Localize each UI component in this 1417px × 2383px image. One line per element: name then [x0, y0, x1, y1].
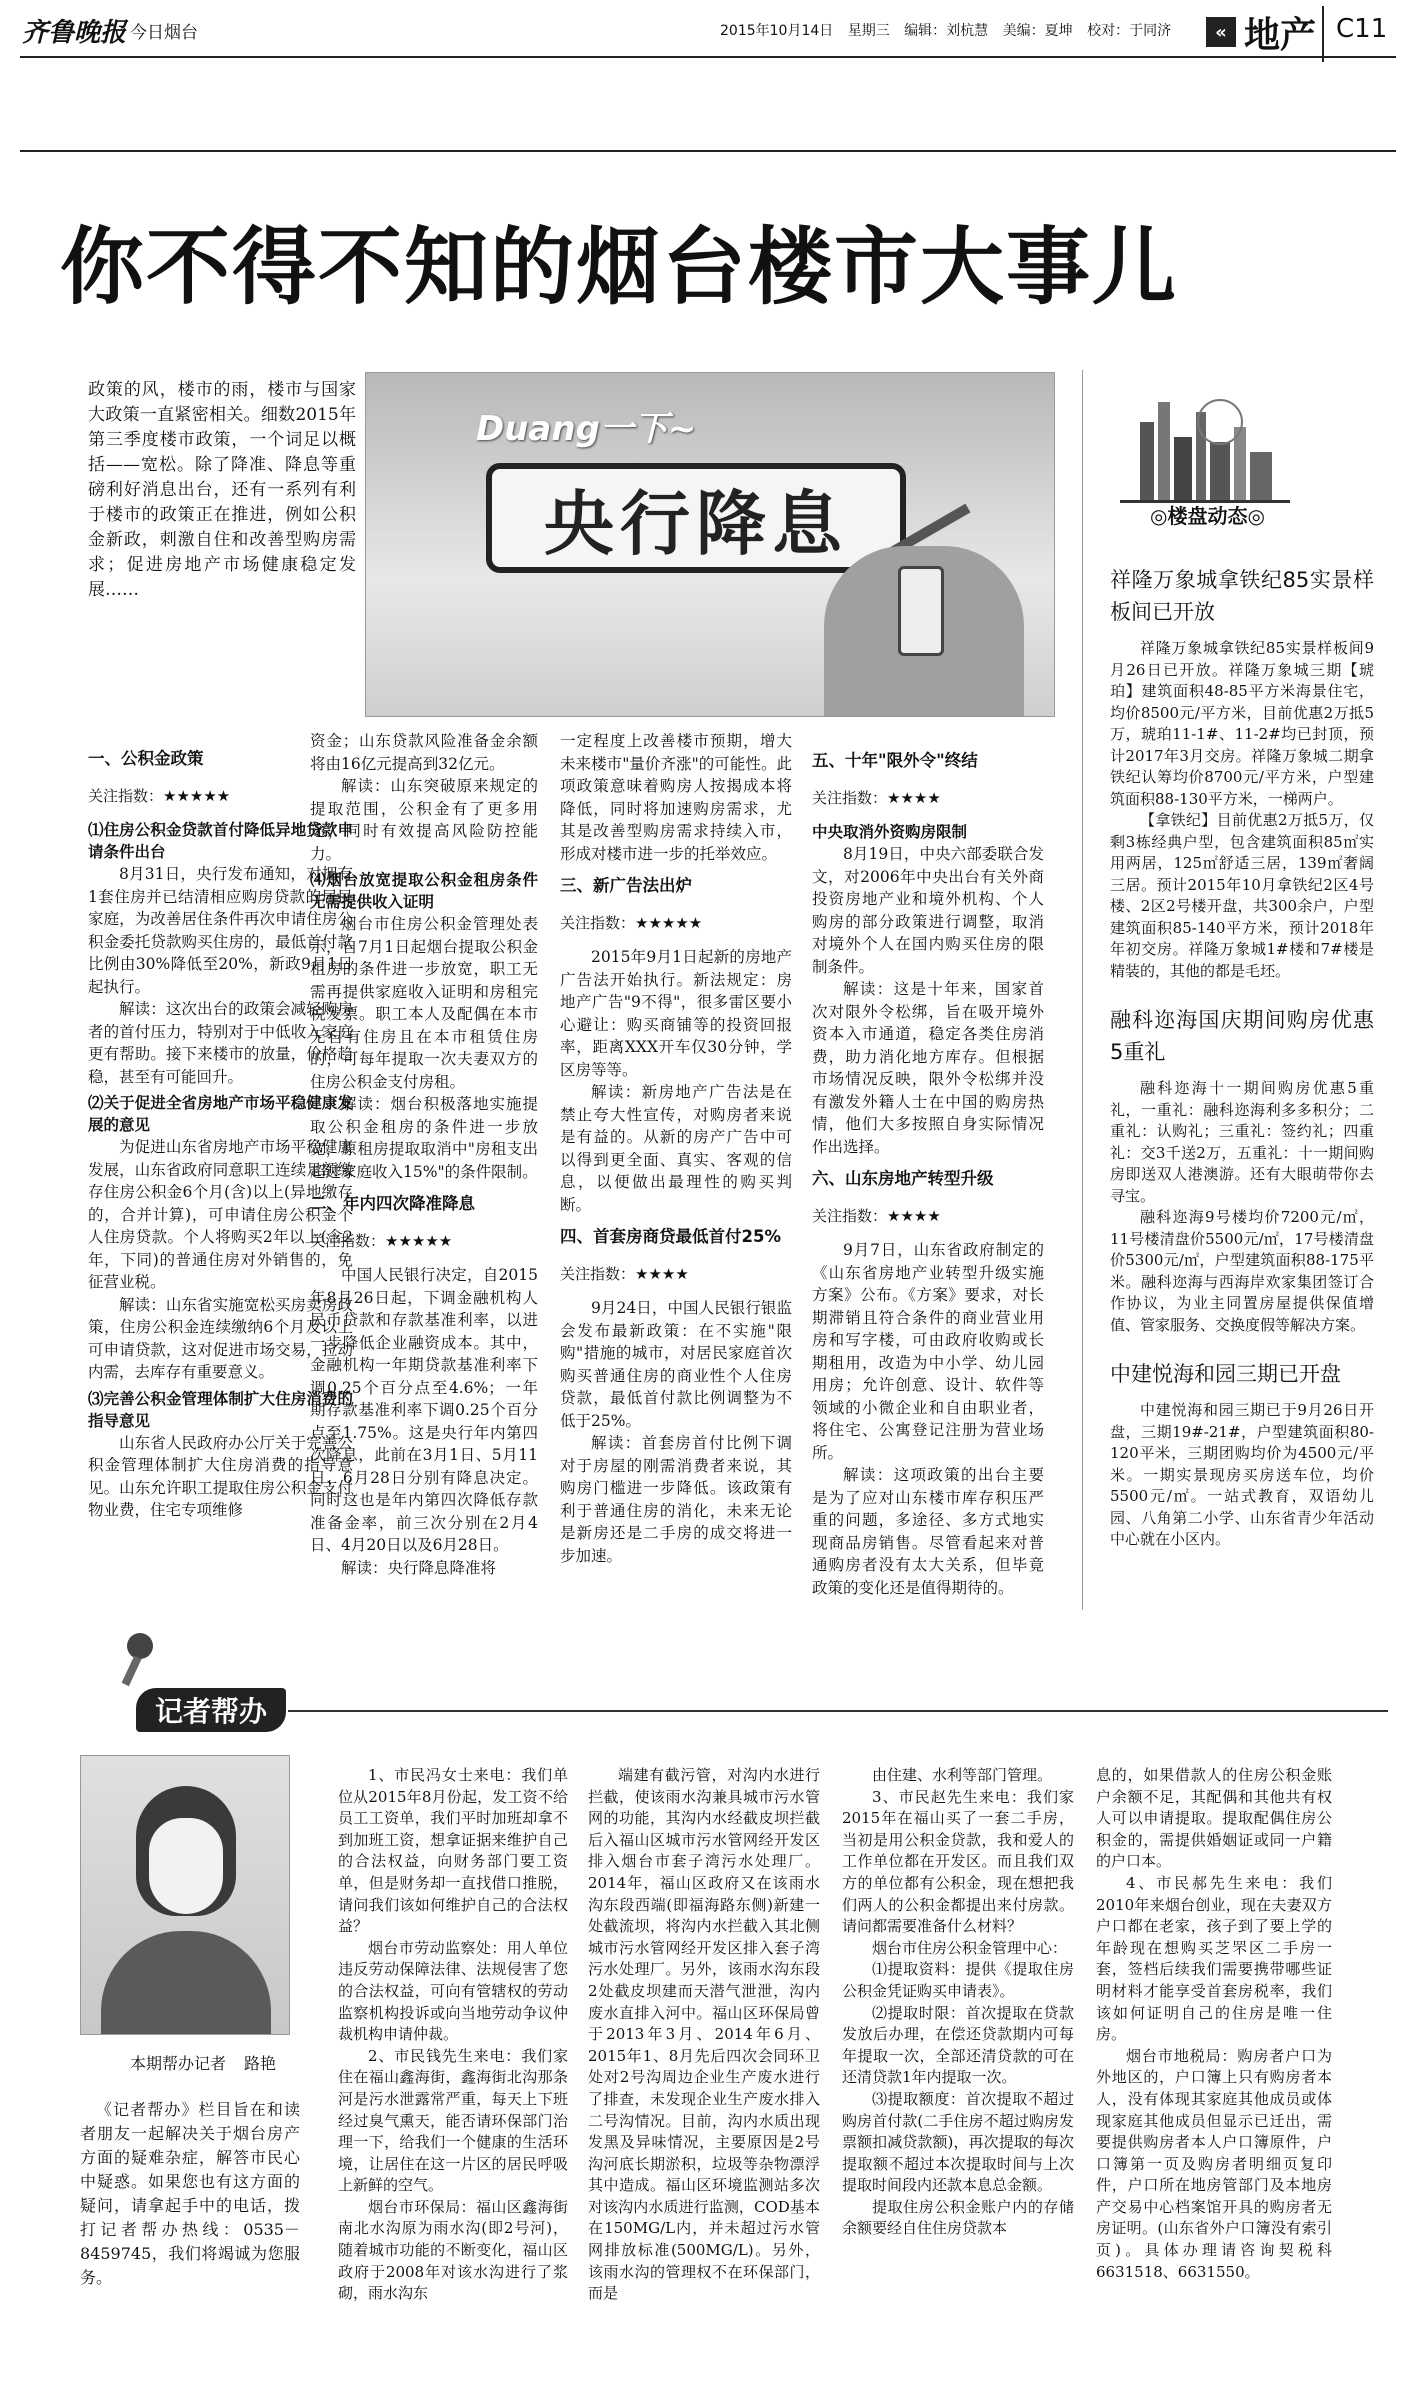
paragraph: 8月31日，央行发布通知，对拥有1套住房并已结清相应购房贷款的居民家庭，为改善居住条件再次申请住房公积金委托贷款购买住房的，最低首付款比例由30%降低至20%，新政9月1日起执行。 [88, 865, 353, 996]
qa-column-2 [588, 1765, 820, 2305]
paragraph: 山东省人民政府办公厅关于完善公积金管理体制扩大住房消费的指导意见。山东允许职工提取住房公积金支付物业费，住宅专项维修 [88, 1433, 353, 1519]
attention-rating: 关注指数：★★★★★ [560, 913, 703, 932]
section-heading: 六、山东房地产转型升级 [812, 1169, 994, 1188]
paragraph: 【拿铁纪】目前优惠2万抵5万，仅剩3栋经典户型，包含建筑面积85㎡实用两居，125㎡舒适三居，139㎡奢阔三居。预计2015年10月拿铁纪2区4号楼、2区2号楼开盘，共300余户，户型建筑面积85-140平方米，预计2018年年初交房。祥隆万象城1#楼和7#楼是精装的，其他的都是毛坯。 [1110, 811, 1374, 980]
category-label: 地产 [1244, 14, 1317, 56]
newspaper-logo: 齐鲁晚报 [22, 18, 127, 48]
paragraph: ⑵提取时限：首次提取在贷款发放后办理，在偿还贷款期内可每年提取一次，全部还清贷款的可在还清贷款1年内提取一次。 [842, 2003, 1074, 2087]
subsection-title: ⑵关于促进全省房地产市场平稳健康发展的意见 [88, 1094, 353, 1134]
skyline-illustration [1100, 382, 1310, 512]
paragraph: 3、市民赵先生来电：我们家2015年在福山买了一套二手房，当初是用公积金贷款，我和爱人的工作单位都在开发区。而且我们双方的单位都有公积金，现在想把我们两人的公积金都提出来付房款。请问都需要准备什么材料？ [842, 1787, 1074, 1936]
reporter-help-banner [66, 1688, 1386, 1728]
header-rule [20, 56, 1396, 58]
paragraph: 解读：首套房首付比例下调对于房屋的刚需消费者来说，其购房门槛进一步降低。该政策有利于普通住房的消化，未来无论是新房还是二手房的成交将进一步加速。 [560, 1434, 792, 1565]
issue-weekday: 星期三 [847, 23, 890, 39]
paragraph: 1、市民冯女士来电：我们单位从2015年8月份起，发工资不给员工工资单，我们平时加班却拿不到加班工资，想拿证据来维护自己的合法权益，向财务部门要工资单，但是财务却一直找借口推脱，请问我们该如何维护自己的合法权益？ [338, 1766, 568, 1936]
article-column-3 [560, 730, 792, 1567]
paragraph: 息的，如果借款人的住房公积金账户余额不足，其配偶和其他共有权人可以申请提取。提取配偶住房公积金的，需提供婚姻证或同一户籍的户口本。 [1096, 1766, 1332, 1871]
paragraph: ⑶提取额度：首次提取不超过购房首付款(二手住房不超过购房发票额扣减贷款额)，再次提取的每次提取额不超过本次提取时间与上次提取时间段内还款本息总金额。 [842, 2089, 1074, 2195]
reporter-help-tag: 记者帮办 [136, 1688, 286, 1732]
hourglass-icon [898, 566, 944, 656]
banner-title: 央行降息 [486, 463, 906, 573]
paragraph: 解读：央行降息降准将 [341, 1558, 497, 1577]
qa-column-4 [1096, 1765, 1332, 2283]
paragraph: 一定程度上改善楼市预期，增大未来楼市"量价齐涨"的可能性。此项政策意味着购房人按揭成本将降低，同时将加速购房需求，尤其是改善型购房需求持续入市，形成对楼市进一步的托举效应。 [560, 732, 792, 863]
section-heading: 一、公积金政策 [88, 749, 204, 768]
paragraph: 端建有截污管，对沟内水进行拦截，使该雨水沟兼具城市污水管网的功能，其沟内水经截皮坝拦截后入福山区城市污水管网经开发区排入烟台市套子湾污水处理厂。2014年，福山区政府又在该雨水沟东段西端(即福海路东侧)新建一处截流坝，将沟内水拦截入其北侧城市污水管网经开发区排入套子湾污水处理厂。另外，该雨水沟东段2处截皮坝建而天潜气泄泄，沟内废水直排入河中。福山区环保局曾于2013年3月、2014年6月、2015年1、8月先后四次会同环卫处对2号沟周边企业生产废水进行了排查，未发现企业生产废水排入二号沟情况。目前，沟内水质出现发黑及异味情况，主要原因是2号沟河底长期淤积，垃圾等杂物漂浮其中造成。福山区环境监测站多次对该沟内水质进行监测，COD基本在150MG/L内，并未超过污水管网排放标准(500MG/L)。另外，该雨水沟的管理权不在环保部门，而是 [588, 1766, 820, 2303]
banner-duang-text: Duang一下~ [476, 409, 697, 449]
reporter-name: 路艳 [244, 2054, 277, 2073]
issue-date: 2015年10月14日 [720, 23, 834, 39]
paragraph: 解读：新房地产广告法是在禁止夸大性宣传，对购房者来说是有益的。从新的房产广告中可以得到更全面、真实、客观的信息，以便做出最理性的购买判断。 [560, 1083, 792, 1214]
subsection-title: ⑴住房公积金贷款首付降低异地贷款申请条件出台 [88, 821, 353, 861]
section-heading: 四、首套房商贷最低首付25% [560, 1227, 781, 1246]
subsection-title: ⑶完善公积金管理体制扩大住房消费的指导意见 [88, 1389, 353, 1430]
news-title: 祥隆万象城拿铁纪85实景样板间已开放 [1110, 568, 1374, 624]
subsection-title: ⑷烟台放宽提取公积金租房条件无需提供收入证明 [310, 871, 538, 911]
reporter-photo [80, 1755, 290, 2035]
paragraph: 由住建、水利等部门管理。 [872, 1766, 1053, 1784]
attention-rating: 关注指数：★★★★★ [88, 786, 231, 805]
paragraph: 《记者帮办》栏目旨在和读者朋友一起解决关于烟台房产方面的疑难杂症，解答市民心中疑惑。如果您也有这方面的疑问，请拿起手中的电话，拨打记者帮办热线：0535－8459745，我们将竭诚为您服务。 [80, 2100, 300, 2287]
paragraph: 祥隆万象城拿铁纪85实景样板间9月26日已开放。祥隆万象城三期【琥珀】建筑面积48-85平方米海景住宅，均价8500元/平方米，目前优惠2万抵5万，琥珀11-1#、11-2#均已封顶，预计2017年3月交房。祥隆万象城二期拿铁纪认筹均价8700元/平方米，户型建筑面积88-130平方米，一梯两户。 [1110, 639, 1374, 808]
proofreader-credit: 校对：于同济 [1087, 23, 1172, 39]
section-heading: 三、新广告法出炉 [560, 876, 692, 895]
chevron-left-icon: « [1206, 17, 1236, 47]
photo-face [149, 1818, 223, 1914]
photo-body [101, 1931, 271, 2035]
editor-credit: 编辑：刘杭慧 [904, 23, 989, 39]
intro-text: 政策的风，楼市的雨，楼市与国家大政策一直紧密相关。细数2015年第三季度楼市政策，一个词足以概括——宽松。除了降准、降息等重磅利好消息出台，还有一系列有利于楼市的政策正在推进，例如公积金新政，刺激自住和改善型购房需求；促进房地产市场健康稳定发展…… [88, 380, 356, 600]
section-name: 今日烟台 [130, 23, 198, 43]
news-title: 中建悦海和园三期已开盘 [1110, 1362, 1341, 1386]
header-divider [1322, 6, 1324, 62]
category-tag [1206, 12, 1318, 56]
subsection-title: 中央取消外资购房限制 [812, 823, 968, 841]
paragraph: 2、市民钱先生来电：我们家住在福山鑫海街，鑫海街北沟那条河是污水泄露常严重，每天上下班经过臭气熏天，能否请环保部门治理一下，给我们一个健康的生活环境，让居住在这一片区的居民呼吸上新鲜的空气。 [338, 2046, 568, 2195]
microphone-icon [110, 1630, 160, 1690]
paragraph: ⑴提取资料：提供《提取住房公积金凭证购买申请表》。 [842, 1960, 1074, 2000]
property-news-column [1110, 560, 1374, 1551]
paragraph: 烟台市环保局：福山区鑫海街南北水沟原为雨水沟(即2号河)，随着城市功能的不断变化，福山区政府于2008年对该水沟进行了浆砌，雨水沟东 [338, 2197, 568, 2303]
paragraph: 烟台市劳动监察处：用人单位违反劳动保障法律、法规侵害了您的合法权益，可向有管辖权的劳动监察机构投诉或向当地劳动争议仲裁机构申请仲裁。 [338, 1938, 568, 2044]
qa-column-1 [338, 1765, 568, 2305]
paragraph: 2015年9月1日起新的房地产广告法开始执行。新法规定：房地产广告"9不得"，很多雷区要小心避让：购买商铺等的投资回报率，距离XXX开车仅30分钟，学区房等等。 [560, 948, 792, 1079]
page-number: C11 [1336, 14, 1388, 44]
section-heading: 二、年内四次降准降息 [310, 1194, 475, 1213]
article-column-4 [812, 740, 1044, 1599]
paragraph: 提取住房公积金账户内的存储余额要经自住住房贷款本 [842, 2197, 1074, 2238]
paragraph: 解读：山东突破原来规定的提取范围，公积金有了更多用途，同时有效提高风险防控能力。 [310, 777, 538, 863]
qa-column-3 [842, 1765, 1074, 2240]
column-divider [1082, 370, 1083, 1610]
paragraph: 9月24日，中国人民银行银监会发布最新政策：在不实施"限购"措施的城市，对居民家庭首次购买普通住房的商业性个人住房贷款，最低首付款比例调整为不低于25%。 [560, 1299, 792, 1430]
caption-prefix: 本期帮办记者 [130, 2054, 227, 2073]
article-column-2 [310, 730, 538, 1579]
paragraph: 资金；山东贷款风险准备金余额将由16亿元提高到32亿元。 [310, 732, 538, 773]
property-news-label: ◎楼盘动态◎ [1150, 504, 1265, 528]
paragraph: 融科迩海9号楼均价7200元/㎡，11号楼清盘价5500元/㎡，17号楼清盘价5300元/㎡，户型建筑面积88-175平米。融科迩海与西海岸欢家集团签订合作协议，为业主同置房屋提供保值增值、管家服务、交换度假等解决方案。 [1110, 1208, 1374, 1334]
news-title: 融科迩海国庆期间购房优惠5重礼 [1110, 1008, 1374, 1064]
attention-rating: 关注指数：★★★★ [812, 788, 941, 807]
paragraph: 解读：这项政策的出台主要是为了应对山东楼市库存积压严重的问题，多途径、多方式地实现商品房销售。尽管看起来对普通购房者没有太大关系，但毕竟政策的变化还是值得期待的。 [812, 1466, 1044, 1597]
paragraph: 烟台市住房公积金管理处表示，自7月1日起烟台提取公积金租房的条件进一步放宽，职工无需再提供家庭收入证明和房租完税发票。职工本人及配偶在本市无自有住房且在本市租赁住房的，可每年提取一次夫妻双方的住房公积金支付房租。 [310, 915, 538, 1091]
photo-caption [130, 2051, 276, 2074]
paragraph: 解读：烟台积极落地实施提取公积金租房的条件进一步放宽，原租房提取取消中"房租支出超过家庭收入15%"的条件限制。 [310, 1095, 538, 1181]
reporter-intro-text [80, 2098, 300, 2290]
paragraph: 烟台市住房公积金管理中心： [872, 1938, 1068, 1957]
paragraph: 中建悦海和园三期已于9月26日开盘，三期19#-21#，户型建筑面积80-120平米，三期团购均价为4500元/平米。一期实景现房买房送车位，均价5500元/㎡。一站式教育，双语幼儿园、八角第二小学、山东省青少年活动中心就在小区内。 [1110, 1401, 1374, 1548]
paragraph: 9月7日，山东省政府制定的《山东省房地产业转型升级实施方案》公布。《方案》要求，对长期滞销且符合条件的商业营业用房和写字楼，可由政府收购或长期租用，改造为中小学、幼儿园用房；允许创意、设计、软件等领域的小微企业和自由职业者，将住宅、公寓登记注册为营业场所。 [812, 1241, 1044, 1462]
header-rule-lower [20, 150, 1396, 152]
rate-cut-banner-image [365, 372, 1055, 717]
attention-rating: 关注指数：★★★★★ [310, 1231, 453, 1250]
designer-credit: 美编：夏坤 [1002, 23, 1073, 39]
paragraph: 中国人民银行决定，自2015年8月26日起，下调金融机构人民币贷款和存款基准利率，以进一步降低企业融资成本。其中，金融机构一年期贷款基准利率下调0.25个百分点至4.6%；一年期存款基准利率下调0.25个百分点至1.75%。这是央行年内第四次降息，此前在3月1日、5月11日、6月28日分别有降息决定。同时这也是年内第四次降低存款准备金率，前三次分别在2月4日、4月20日以及6月28日。 [310, 1266, 538, 1554]
paragraph: 融科迩海十一期间购房优惠5重礼，一重礼：融科迩海利多多积分；二重礼：认购礼；三重礼：签约礼；四重礼：交3千送2万，五重礼：十一期间购房即送双人港澳游。还有大眼萌带你去寻宝。 [1110, 1079, 1374, 1205]
paragraph: 解读：山东省实施宽松买房卖房政策，住房公积金连续缴纳6个月及以上可申请贷款，这对促进市场交易，拉动内需，去库存有重要意义。 [88, 1295, 353, 1381]
page-headline: 你不得不知的烟台楼市大事儿 [60, 218, 1179, 316]
paragraph: 解读：这是十年来，国家首次对限外令松绑，旨在吸开境外资本入市通道，稳定各类住房消费，助力消化地方库存。但根据市场情况反映，限外令松绑并没有激发外籍人士在中国的购房热情，他们大多按照自身实际情况作出选择。 [812, 980, 1044, 1156]
paragraph: 解读：这次出台的政策会减轻购房者的首付压力，特别对于中低收入家庭更有帮助。接下来楼市的放量，价格趋稳，甚至有可能回升。 [88, 1000, 353, 1086]
attention-rating: 关注指数：★★★★ [560, 1264, 689, 1283]
section-heading: 五、十年"限外令"终结 [812, 751, 978, 770]
banner-rule [288, 1710, 1388, 1712]
paragraph: 4、市民郝先生来电：我们2010年来烟台创业，现在夫妻双方户口都在老家，孩子到了要上学的年龄现在想购买芝罘区二手房一套，签档后续我们需要携带哪些证明材料才能享受首套房税率，我们该如何证明自己的住房是唯一住房。 [1096, 1873, 1332, 2044]
attention-rating: 关注指数：★★★★ [812, 1206, 941, 1225]
header-meta [720, 20, 1181, 40]
paragraph: 8月19日，中央六部委联合发文，对2006年中央出台有关外商投资房地产业和境外机构、个人购房的部分政策进行调整，取消对境外个人在国内购买住房的限制条件。 [812, 845, 1044, 976]
paragraph: 烟台市地税局：购房者户口为外地区的，户口簿上只有购房者本人，没有体现其家庭其他成员或体现家庭其他成员但显示已迁出，需要提供购房者本人户口簿原件，户口簿第一页及购房者明细页复印件，户口所在地房管部门及本地房产交易中心档案馆开具的购房者无房证明。(山东省外户口簿没有索引页)。具体办理请咨询契税科6631518、6631550。 [1096, 2046, 1332, 2281]
paragraph: 为促进山东省房地产市场平稳健康发展，山东省政府同意职工连续足额缴存住房公积金6个月(含)以上(异地缴存的，合并计算)，可申请住房公积金个人住房贷款。个人将购买2年以上(含2年，下同)的普通住房对外销售的，免征营业税。 [88, 1138, 353, 1291]
